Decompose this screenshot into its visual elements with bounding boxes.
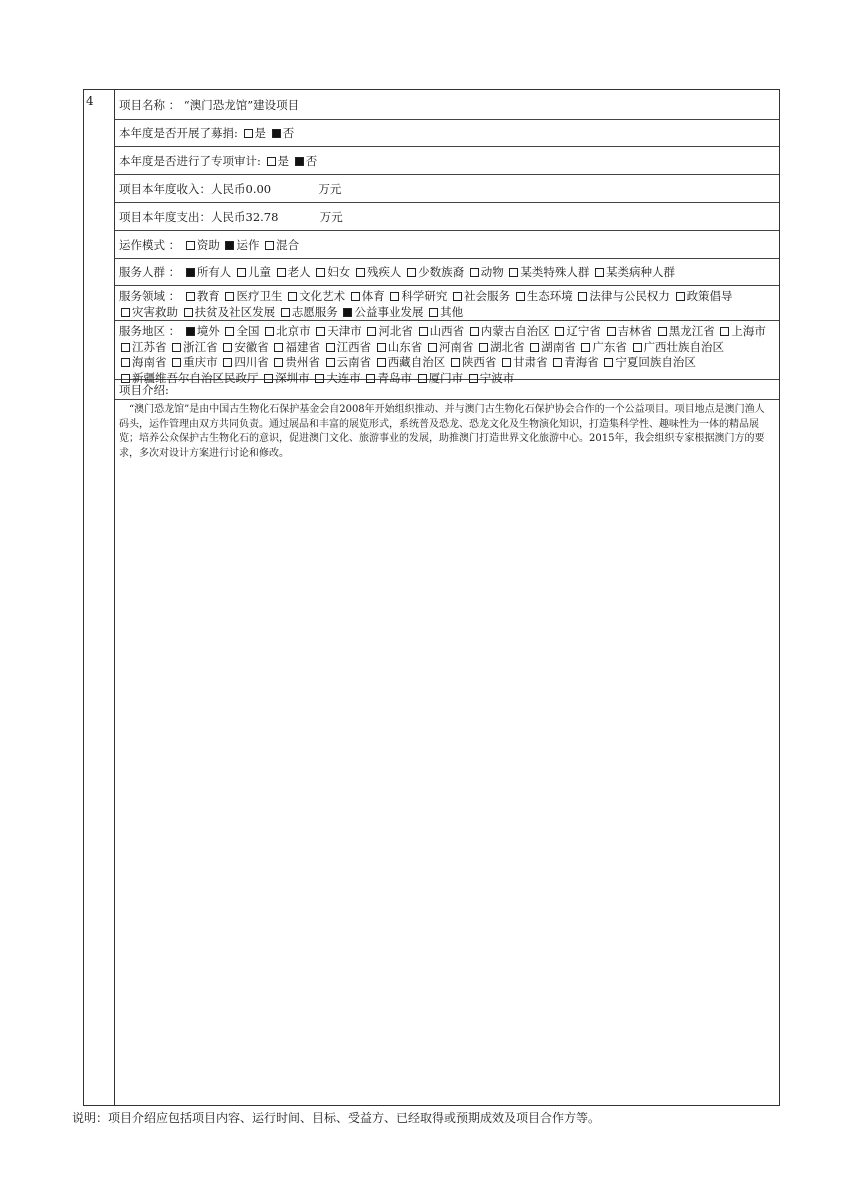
service-group-option[interactable]	[354, 265, 402, 279]
service-field-checkbox[interactable]	[281, 308, 290, 317]
service-region-option-label: 西藏自治区	[387, 355, 446, 369]
service-region-option[interactable]	[314, 324, 362, 338]
service-field-checkbox[interactable]	[225, 292, 234, 301]
service-region-checkbox[interactable]	[223, 358, 232, 367]
fundraising-no-checkbox[interactable]	[272, 129, 281, 138]
service-region-option-label: 吉林省	[617, 324, 653, 338]
service-field-checkbox[interactable]	[578, 292, 587, 301]
service-region-option-label: 深圳市	[275, 370, 310, 385]
service-region-option-label: 新疆维吾尔自治区民政厅	[132, 370, 259, 385]
service-field-option[interactable]	[279, 305, 338, 319]
service-region-option[interactable]	[272, 355, 320, 369]
service-region-option[interactable]	[119, 355, 167, 369]
service-region-option[interactable]	[365, 324, 413, 338]
service-region-option-label: 四川省	[234, 355, 269, 369]
service-region-checkbox[interactable]	[121, 358, 130, 367]
service-group-label: 服务人群 ：	[119, 265, 181, 279]
service-region-checkbox[interactable]	[428, 343, 437, 352]
service-group-option[interactable]	[507, 265, 589, 279]
service-group-option-label: 老人	[287, 265, 311, 279]
operation-mode-option-label: 资助	[196, 237, 220, 252]
service-region-option[interactable]	[449, 355, 497, 369]
service-region-checkbox[interactable]	[419, 327, 428, 336]
intro-text: “澳门恐龙馆”是由中国古生物化石保护基金会自2008年开始组织推动、并与澳门古生物化石保护协会合作的一个公益项目。项目地点是澳门渔人码头，运作管理由双方共同负责。通过展品和丰富的展览形式，系统普及恐龙、恐龙文化及生物演化知识，打造集科学性、趣味性为一体的精品展览；培养公众保护古生物化石的意识，促进澳门文化、旅游事业的发展，助推澳门打造世界文化旅游中心。2015年，我会组织专家根据澳门方的要求，多次对设计方案进行讨论和修改。	[119, 404, 765, 459]
service-group-checkbox[interactable]	[595, 268, 604, 277]
service-group-option[interactable]	[275, 265, 311, 279]
service-field-option-label: 体育	[361, 289, 385, 303]
service-field-label: 服务领域 ：	[119, 289, 181, 303]
service-region-option-label: 广西壮族自治区	[643, 339, 725, 354]
service-region-option[interactable]	[477, 340, 525, 354]
expense-field	[119, 210, 343, 224]
service-region-option[interactable]	[553, 324, 601, 338]
service-region-option-label: 厦门市	[428, 370, 464, 385]
service-region-option[interactable]	[170, 340, 218, 354]
operation-mode-checkbox[interactable]	[265, 241, 274, 250]
service-field-option[interactable]	[341, 305, 423, 319]
operation-mode-checkbox[interactable]	[225, 241, 234, 250]
service-region-option-label: 天津市	[327, 324, 362, 338]
service-group-option[interactable]	[593, 265, 675, 279]
income-row	[115, 175, 779, 203]
service-field-option-label: 政策倡导	[686, 289, 733, 303]
service-region-option-label: 山西省	[429, 324, 465, 338]
service-region-option-label: 江苏省	[132, 339, 167, 354]
service-region-checkbox[interactable]	[658, 327, 667, 336]
service-region-option[interactable]	[272, 340, 320, 354]
service-region-option[interactable]	[324, 340, 372, 354]
intro-label-row	[115, 380, 779, 400]
audit-label: 本年度是否进行了专项审计:	[119, 153, 261, 168]
service-region-option[interactable]	[375, 340, 423, 354]
service-group-checkbox[interactable]	[277, 268, 286, 277]
service-region-option[interactable]	[631, 340, 725, 354]
service-region-option[interactable]	[221, 355, 269, 369]
service-region-checkbox[interactable]	[720, 327, 729, 336]
service-region-option-label: 陕西省	[461, 355, 497, 369]
service-region-option-label: 河北省	[378, 324, 413, 338]
service-region-option[interactable]	[324, 355, 372, 369]
operation-mode-checkbox[interactable]	[186, 241, 195, 250]
service-group-checkbox[interactable]	[316, 268, 325, 277]
fundraising-field	[119, 126, 294, 140]
service-field-option-label: 教育	[196, 289, 220, 303]
income-label: 项目本年度收入：人民币0.00	[119, 181, 272, 196]
service-region-option[interactable]	[221, 340, 269, 354]
service-region-checkbox[interactable]	[223, 343, 232, 352]
project-details	[115, 90, 779, 1105]
service-field-option-label: 法律与公民权力	[589, 289, 670, 303]
service-field-checkbox[interactable]	[186, 292, 195, 301]
service-region-option-label: 海南省	[132, 355, 167, 369]
service-group-option[interactable]	[184, 265, 232, 279]
service-group-option-label: 少数族裔	[418, 265, 465, 279]
audit-row	[115, 147, 779, 175]
fundraising-no-label: 否	[282, 126, 295, 140]
service-region-option-label: 山东省	[387, 339, 423, 354]
service-field-checkbox[interactable]	[390, 292, 399, 301]
service-region-checkbox[interactable]	[274, 358, 283, 367]
service-region-option[interactable]	[468, 324, 550, 338]
fundraising-yes-checkbox[interactable]	[244, 129, 253, 138]
service-region-option[interactable]	[119, 340, 167, 354]
fundraising-yes-label: 是	[254, 126, 267, 140]
service-region-checkbox[interactable]	[367, 327, 376, 336]
service-region-option-label: 青海省	[564, 355, 599, 369]
service-field-option[interactable]	[184, 289, 220, 303]
service-group-option[interactable]	[405, 265, 464, 279]
service-field-option-label: 医疗卫生	[236, 289, 283, 303]
service-region-checkbox[interactable]	[326, 358, 335, 367]
operation-mode-option[interactable]	[223, 238, 259, 252]
service-region-option-label: 浙江省	[183, 339, 218, 354]
service-region-option[interactable]	[223, 324, 259, 338]
operation-mode-option[interactable]	[263, 238, 299, 252]
service-field-option[interactable]	[514, 289, 573, 303]
fundraising-row	[115, 120, 779, 147]
service-region-option[interactable]	[718, 324, 766, 338]
service-field-option-label: 公益事业发展	[354, 304, 424, 319]
service-field-option[interactable]	[576, 289, 670, 303]
service-group-option-label: 儿童	[247, 265, 271, 279]
service-region-option[interactable]	[656, 324, 715, 338]
service-region-checkbox[interactable]	[633, 343, 642, 352]
intro-label: 项目介绍:	[119, 382, 169, 397]
service-region-checkbox[interactable]	[555, 327, 564, 336]
audit-no-label: 否	[305, 153, 318, 168]
service-region-checkbox[interactable]	[377, 343, 386, 352]
service-region-option-label: 辽宁省	[566, 324, 601, 338]
service-region-option-label: 宁夏回族自治区	[615, 355, 696, 369]
income-field	[119, 182, 341, 196]
service-region-option[interactable]	[184, 324, 220, 338]
audit-yes-label: 是	[277, 153, 290, 168]
service-field-checkbox[interactable]	[343, 308, 352, 317]
service-field-option[interactable]	[182, 305, 276, 319]
operation-mode-field	[119, 238, 299, 252]
fundraising-label: 本年度是否开展了募捐:	[119, 126, 238, 140]
service-region-option-label: 贵州省	[285, 355, 320, 369]
service-field-row	[115, 286, 779, 321]
service-field-option-label: 文化艺术	[299, 289, 346, 303]
service-region-checkbox[interactable]	[186, 327, 195, 336]
service-field-option[interactable]	[223, 289, 282, 303]
service-field-option-label: 灾害救助	[132, 304, 178, 319]
service-field-option-label: 其他	[440, 304, 464, 319]
service-region-option[interactable]	[500, 355, 548, 369]
service-region-option-label: 大连市	[326, 370, 361, 385]
service-field-checkbox[interactable]	[351, 292, 360, 301]
service-region-option[interactable]	[263, 324, 311, 338]
service-group-checkbox[interactable]	[356, 268, 365, 277]
service-group-checkbox[interactable]	[407, 268, 416, 277]
service-field-checkbox[interactable]	[121, 308, 130, 317]
service-region-option-label: 湖南省	[541, 339, 576, 354]
service-region-option-label: 安徽省	[234, 339, 269, 354]
expense-label: 项目本年度支出：人民币32.78	[119, 209, 279, 224]
service-group-option-label: 动物	[480, 265, 504, 279]
service-region-checkbox[interactable]	[479, 343, 488, 352]
service-region-option-label: 云南省	[336, 355, 372, 369]
service-region-option[interactable]	[551, 355, 599, 369]
service-region-option-label: 湖北省	[490, 339, 525, 354]
number-column	[84, 90, 115, 1105]
service-field-option[interactable]	[427, 305, 463, 319]
audit-no-checkbox[interactable]	[295, 157, 304, 166]
service-group-row	[115, 259, 779, 286]
service-field-option-label: 生态环境	[526, 289, 573, 303]
service-group-option[interactable]	[314, 265, 350, 279]
project-number: 4	[86, 94, 94, 108]
service-region-option[interactable]	[417, 324, 465, 338]
service-region-checkbox[interactable]	[470, 327, 479, 336]
service-region-checkbox[interactable]	[451, 358, 460, 367]
service-group-option-label: 某类特殊人群	[520, 265, 590, 279]
income-unit: 万元	[318, 181, 342, 196]
service-region-option-label: 黑龙江省	[668, 324, 715, 338]
service-region-checkbox[interactable]	[581, 343, 590, 352]
service-region-checkbox[interactable]	[326, 343, 335, 352]
service-region-checkbox[interactable]	[316, 327, 325, 336]
service-group-option[interactable]	[235, 265, 271, 279]
operation-mode-option[interactable]	[184, 238, 220, 252]
project-name: 项目名称 ： “澳门恐龙馆”建设项目	[119, 97, 300, 112]
service-region-row	[115, 321, 779, 385]
service-field-field	[119, 289, 775, 320]
service-region-option-label: 重庆市	[183, 355, 218, 369]
operation-mode-option-label: 混合	[276, 237, 300, 252]
service-region-option-label: 甘肃省	[513, 355, 548, 369]
service-field-checkbox[interactable]	[429, 308, 438, 317]
service-field-option[interactable]	[349, 289, 385, 303]
service-group-checkbox[interactable]	[237, 268, 246, 277]
audit-yes-checkbox[interactable]	[267, 157, 276, 166]
service-region-option-label: 宁波市	[479, 370, 515, 385]
service-region-checkbox[interactable]	[121, 343, 130, 352]
service-region-option-label: 北京市	[276, 324, 311, 338]
service-region-option-label: 江西省	[336, 339, 372, 354]
service-field-option[interactable]	[286, 289, 345, 303]
service-group-option-label: 某类病种人群	[606, 265, 676, 279]
service-region-checkbox[interactable]	[607, 327, 616, 336]
service-group-checkbox[interactable]	[470, 268, 479, 277]
service-region-option[interactable]	[602, 355, 696, 369]
service-field-option[interactable]	[119, 305, 178, 319]
service-group-checkbox[interactable]	[186, 268, 195, 277]
service-region-option-label: 内蒙古自治区	[480, 324, 550, 338]
expense-row	[115, 203, 779, 231]
service-region-checkbox[interactable]	[502, 358, 511, 367]
service-region-option-label: 青岛市	[377, 370, 412, 385]
service-region-option-label: 福建省	[285, 339, 320, 354]
service-field-checkbox[interactable]	[184, 308, 193, 317]
service-region-checkbox[interactable]	[274, 343, 283, 352]
service-group-option-label: 妇女	[327, 265, 351, 279]
service-region-option[interactable]	[375, 355, 446, 369]
project-name-row	[115, 90, 779, 120]
service-field-checkbox[interactable]	[516, 292, 525, 301]
service-group-option-label: 残疾人	[366, 265, 402, 279]
service-field-checkbox[interactable]	[676, 292, 685, 301]
project-table	[83, 89, 780, 1106]
service-field-option-label: 科学研究	[401, 289, 448, 303]
service-region-option-label: 广东省	[592, 339, 627, 354]
operation-mode-row	[115, 231, 779, 259]
service-field-option-label: 志愿服务	[291, 304, 338, 319]
operation-mode-label: 运作模式 ：	[119, 237, 181, 252]
service-region-checkbox[interactable]	[172, 343, 181, 352]
service-region-option[interactable]	[579, 340, 627, 354]
service-group-option[interactable]	[468, 265, 504, 279]
service-region-checkbox[interactable]	[172, 358, 181, 367]
service-region-checkbox[interactable]	[530, 343, 539, 352]
service-region-option[interactable]	[605, 324, 653, 338]
service-region-checkbox[interactable]	[265, 327, 274, 336]
service-group-option-label: 所有人	[196, 265, 232, 279]
service-region-option[interactable]	[426, 340, 474, 354]
service-region-checkbox[interactable]	[604, 358, 613, 367]
service-region-option-label: 全国	[236, 324, 260, 338]
audit-field	[119, 154, 317, 168]
expense-unit: 万元	[319, 209, 343, 224]
service-region-option-label: 境外	[196, 324, 220, 338]
service-region-option-label: 河南省	[438, 339, 474, 354]
service-group-field	[119, 265, 675, 279]
operation-mode-option-label: 运作	[236, 237, 260, 252]
service-field-option-label: 扶贫及社区发展	[194, 304, 276, 319]
service-region-checkbox[interactable]	[553, 358, 562, 367]
service-group-checkbox[interactable]	[509, 268, 518, 277]
service-region-checkbox[interactable]	[225, 327, 234, 336]
service-region-label: 服务地区 ：	[119, 324, 181, 338]
service-region-field	[119, 324, 775, 386]
service-field-checkbox[interactable]	[453, 292, 462, 301]
service-region-option-label: 上海市	[731, 324, 766, 338]
service-field-option[interactable]	[388, 289, 447, 303]
service-field-option[interactable]	[451, 289, 510, 303]
service-region-checkbox[interactable]	[377, 358, 386, 367]
service-field-option[interactable]	[674, 289, 733, 303]
footnote: 说明：项目介绍应包括项目内容、运行时间、目标、受益方、已经取得或预期成效及项目合作方等。	[72, 1111, 601, 1125]
service-field-checkbox[interactable]	[288, 292, 297, 301]
service-region-option[interactable]	[528, 340, 576, 354]
service-region-option[interactable]	[170, 355, 218, 369]
service-field-option-label: 社会服务	[464, 289, 511, 303]
